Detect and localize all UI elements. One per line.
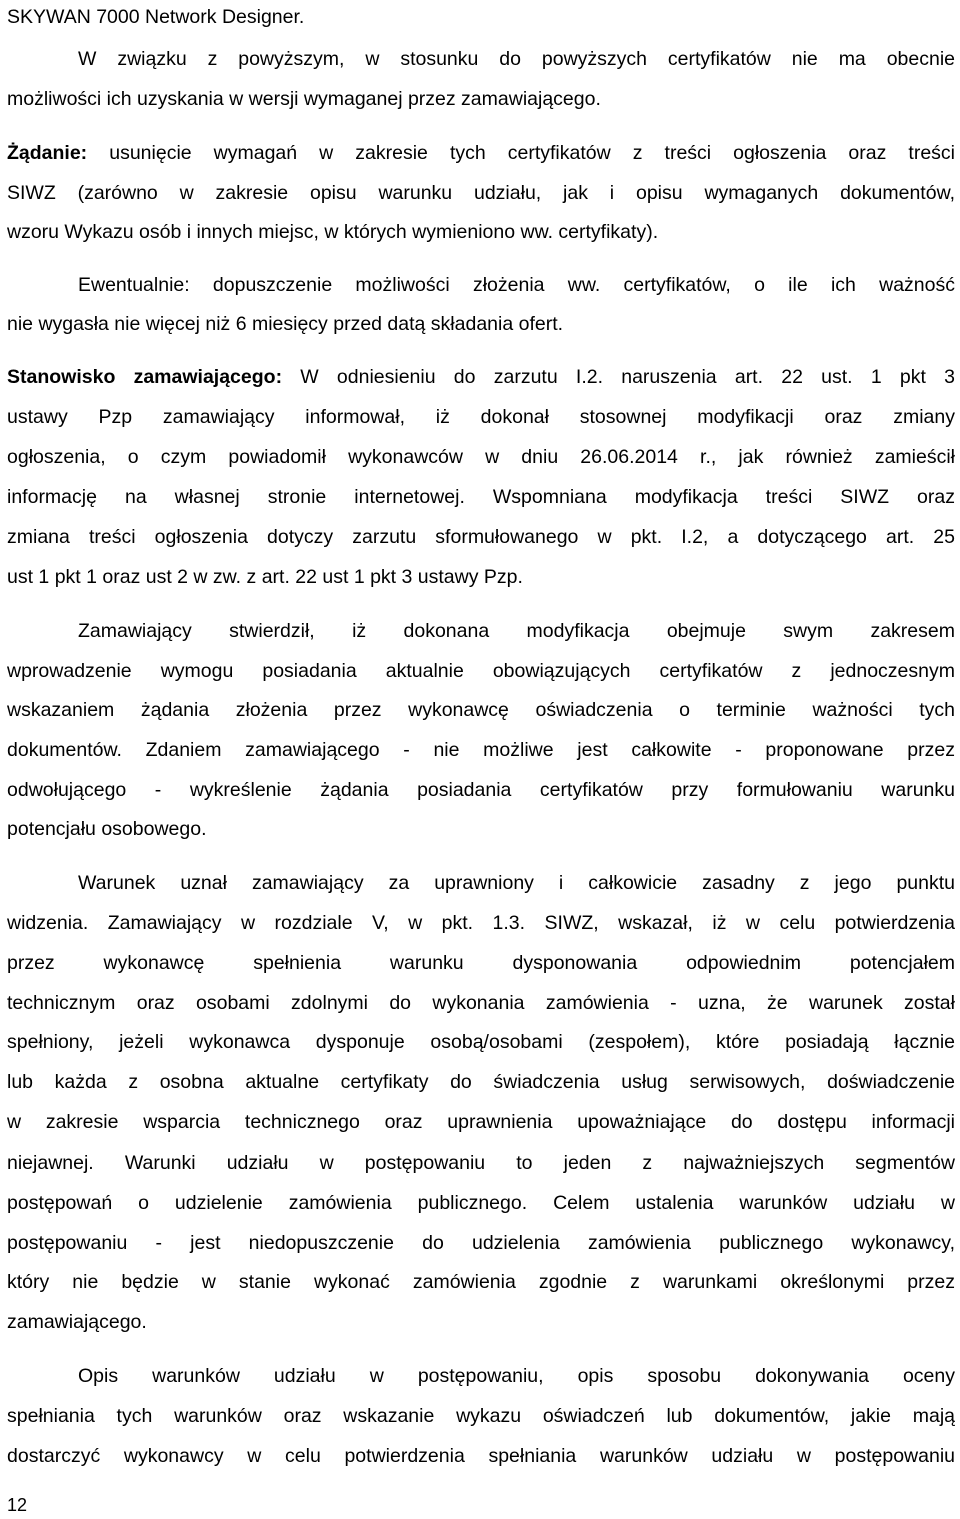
text-line: w zakresie wsparcia technicznego oraz uprawnienia upoważniające do dostępu informacji (7, 1111, 955, 1133)
text-line: widzenia. Zamawiający w rozdziale V, w pkt. 1.3. SIWZ, wskazał, iż w celu potwierdzenia (7, 912, 955, 934)
demand-label: Żądanie: (7, 142, 88, 164)
text-line: dostarczyć wykonawcy w celu potwierdzenia spełniania warunków udziału w postępowaniu (7, 1445, 955, 1467)
text-line: wzoru Wykazu osób i innych miejsc, w których wymieniono ww. certyfikaty). (7, 221, 659, 243)
text-line: SIWZ (zarówno w zakresie opisu warunku udziału, jak i opisu wymaganych dokumentów, (7, 182, 955, 204)
text-line: Zamawiający stwierdził, iż dokonana modyfikacja obejmuje swym zakresem (78, 620, 955, 642)
demand-line (7, 140, 955, 166)
text-line: ogłoszenia, o czym powiadomił wykonawców w dniu 26.06.2014 r., jak również zamieścił (7, 446, 955, 468)
text-line: nie wygasła nie więcej niż 6 miesięcy przed datą składania ofert. (7, 313, 564, 335)
text-line: spełniony, jeżeli wykonawca dysponuje osobą/osobami (zespołem), które posiadają łącznie (7, 1031, 955, 1053)
text-line: który nie będzie w stanie wykonać zamówienia zgodnie z warunkami określonymi przez (7, 1271, 955, 1293)
text-line: zamawiającego. (7, 1311, 147, 1333)
header-text: SKYWAN 7000 Network Designer. (7, 6, 305, 28)
text-line: przez wykonawcę spełnienia warunku dysponowania odpowiednim potencjałem (7, 952, 955, 974)
text-line: Warunek uznał zamawiający za uprawniony i całkowicie zasadny z jego punktu (78, 872, 955, 894)
text-line: potencjału osobowego. (7, 818, 207, 840)
page-number: 12 (7, 1495, 28, 1515)
text-line: niejawnej. Warunki udziału w postępowaniu to jeden z najważniejszych segmentów (7, 1152, 955, 1174)
text-line: spełniania tych warunków oraz wskazanie wykazu oświadczeń lub dokumentów, jakie mają (7, 1405, 955, 1427)
text-line: dokumentów. Zdaniem zamawiającego - nie możliwe jest całkowite - proponowane przez (7, 739, 955, 761)
text-line: technicznym oraz osobami zdolnymi do wykonania zamówienia - uzna, że warunek został (7, 992, 955, 1014)
text-line: postępowań o udzielenie zamówienia publicznego. Celem ustalenia warunków udziału w (7, 1192, 955, 1214)
text-line: wprowadzenie wymogu posiadania aktualnie obowiązujących certyfikatów z jednoczesnym (7, 660, 955, 682)
text-line: informację na własnej stronie internetowej. Wspomniana modyfikacja treści SIWZ oraz (7, 486, 955, 508)
text-line: ust 1 pkt 1 oraz ust 2 w zw. z art. 22 ust 1 pkt 3 ustawy Pzp. (7, 566, 523, 588)
text-line: W związku z powyższym, w stosunku do powyższych certyfikatów nie ma obecnie (78, 48, 955, 70)
text-line: lub każda z osobna aktualne certyfikaty do świadczenia usług serwisowych, doświadczenie (7, 1071, 955, 1093)
text-line: postępowaniu - jest niedopuszczenie do udzielenia zamówienia publicznego wykonawcy, (7, 1232, 955, 1254)
text-line: Ewentualnie: dopuszczenie możliwości złożenia ww. certyfikatów, o ile ich ważność (78, 274, 955, 296)
text-line: odwołującego - wykreślenie żądania posiadania certyfikatów przy formułowaniu warunku (7, 779, 955, 801)
position-line (7, 364, 955, 390)
position-label: Stanowisko zamawiającego: (7, 366, 283, 388)
text-line: Opis warunków udziału w postępowaniu, opis sposobu dokonywania oceny (78, 1365, 955, 1387)
demand-text: usunięcie wymagań w zakresie tych certyfikatów z treści ogłoszenia oraz treści (87, 142, 955, 164)
text-line: zmiana treści ogłoszenia dotyczy zarzutu sformułowanego w pkt. I.2, a dotyczącego art. 25 (7, 526, 955, 548)
text-line: wskazaniem żądania złożenia przez wykonawcę oświadczenia o terminie ważności tych (7, 699, 955, 721)
text-line: ustawy Pzp zamawiający informował, iż dokonał stosownej modyfikacji oraz zmiany (7, 406, 955, 428)
text-line: możliwości ich uzyskania w wersji wymaganej przez zamawiającego. (7, 88, 601, 110)
position-text: W odniesieniu do zarzutu I.2. naruszenia art. 22 ust. 1 pkt 3 (282, 366, 955, 388)
